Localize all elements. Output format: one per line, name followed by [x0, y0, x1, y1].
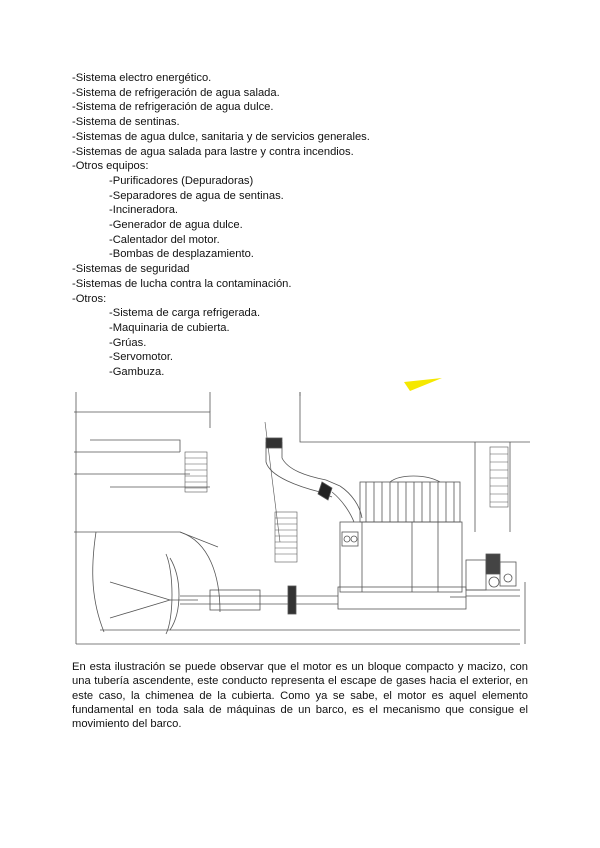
sub-list-item: -Maquinaria de cubierta.	[109, 321, 230, 334]
shaft-and-propeller	[110, 554, 338, 634]
sub-list-item: -Separadores de agua de sentinas.	[109, 189, 284, 202]
sub-list-item: -Servomotor.	[109, 351, 174, 364]
description-paragraph: En esta ilustración se puede observar que el motor es un bloque compacto y macizo, con una tubería ascendente, este conducto representa el escape de gases hacia el exterior, en este caso, la chimenea de la cubierta. Como ya se sabe, el motor es aquel elemento fundamental en toda sala de máquinas de un barco, es el mecanismo que consigue el movimiento del barco.	[72, 661, 528, 731]
list-item: -Sistemas de agua dulce, sanitaria y de servicios generales.	[72, 130, 370, 143]
stairs	[185, 422, 508, 562]
list-item: -Otros equipos:	[72, 160, 149, 173]
list-item: -Sistemas de lucha contra la contaminación.	[72, 277, 292, 290]
sub-list-item: -Bombas de desplazamiento.	[109, 248, 254, 261]
list-item: -Sistemas de seguridad	[72, 263, 190, 276]
list-item: -Sistemas de agua salada para lastre y contra incendios.	[72, 145, 354, 158]
sub-list-item: -Grúas.	[109, 336, 147, 349]
sub-list-item: -Purificadores (Depuradoras)	[109, 174, 254, 187]
sub-list-item: -Calentador del motor.	[109, 233, 220, 246]
list-item: -Sistema de sentinas.	[72, 116, 180, 129]
equipment-list	[72, 71, 370, 380]
list-item: -Sistema electro energético.	[72, 72, 212, 84]
hull-structure	[74, 392, 530, 644]
list-item: -Sistema de refrigeración de agua dulce.	[72, 101, 274, 114]
engine-room-drawing	[70, 382, 530, 652]
sub-list-item: -Sistema de carga refrigerada.	[109, 307, 261, 320]
main-engine	[338, 476, 466, 609]
list-item: -Otros:	[72, 292, 107, 305]
list-item: -Sistema de refrigeración de agua salada.	[72, 86, 280, 99]
sub-list-item: -Generador de agua dulce.	[109, 219, 243, 232]
sub-list-item: -Incineradora.	[109, 204, 179, 217]
sub-list-item: -Gambuza.	[109, 366, 165, 379]
exhaust-pipe	[266, 438, 362, 522]
auxiliary-equipment	[450, 554, 520, 597]
